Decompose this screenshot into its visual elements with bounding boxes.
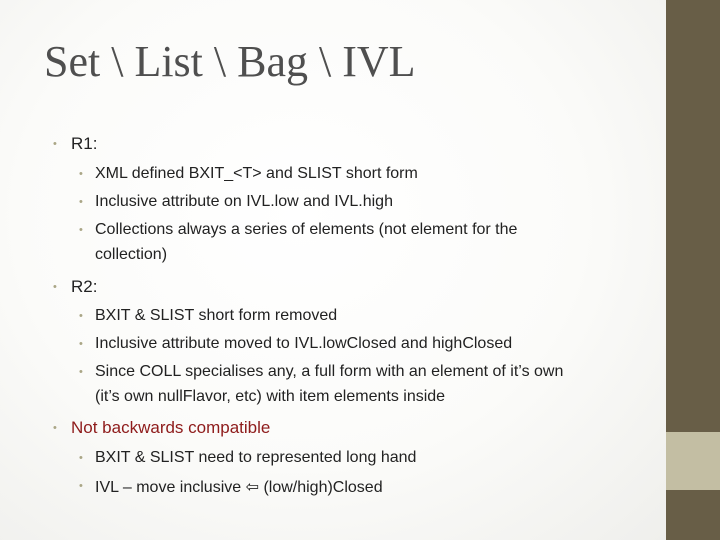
sub-bullet: XML defined BXIT_<T> and SLIST short form	[95, 165, 418, 182]
bullet-icon: •	[53, 422, 57, 434]
sub-bullet: Inclusive attribute moved to IVL.lowClosed and highClosed	[95, 335, 513, 352]
sidebar-accent-block	[666, 432, 720, 490]
sub-bullet: Since COLL specialises any, a full form with an element of it’s own	[95, 363, 564, 380]
bullet-r1: R1:	[71, 134, 98, 153]
bullet-icon: •	[79, 480, 83, 492]
bullet-icon: •	[79, 338, 83, 350]
bullet-icon: •	[79, 168, 83, 180]
bullet-icon: •	[53, 138, 57, 150]
sub-bullet: IVL – move inclusive ⇦ (low/high)Closed	[95, 479, 383, 496]
bullet-icon: •	[79, 366, 83, 378]
sub-bullet-continuation: collection)	[95, 246, 168, 263]
bullet-r2: R2:	[71, 277, 98, 296]
sub-bullet: Inclusive attribute on IVL.low and IVL.high	[95, 193, 393, 210]
bullet-icon: •	[79, 452, 83, 464]
sub-bullet: Collections always a series of elements (not element for the	[95, 221, 518, 238]
bullet-icon: •	[53, 281, 57, 293]
bullet-icon: •	[79, 224, 83, 236]
bullet-icon: •	[79, 196, 83, 208]
slide-title: Set \ List \ Bag \ IVL	[44, 37, 416, 86]
bullet-icon: •	[79, 310, 83, 322]
sub-bullet: BXIT & SLIST short form removed	[95, 307, 338, 324]
sub-bullet: BXIT & SLIST need to represented long hand	[95, 449, 417, 466]
bullet-not-backwards-compatible: Not backwards compatible	[71, 418, 271, 437]
sub-bullet-continuation: (it’s own nullFlavor, etc) with item elements inside	[95, 388, 446, 405]
